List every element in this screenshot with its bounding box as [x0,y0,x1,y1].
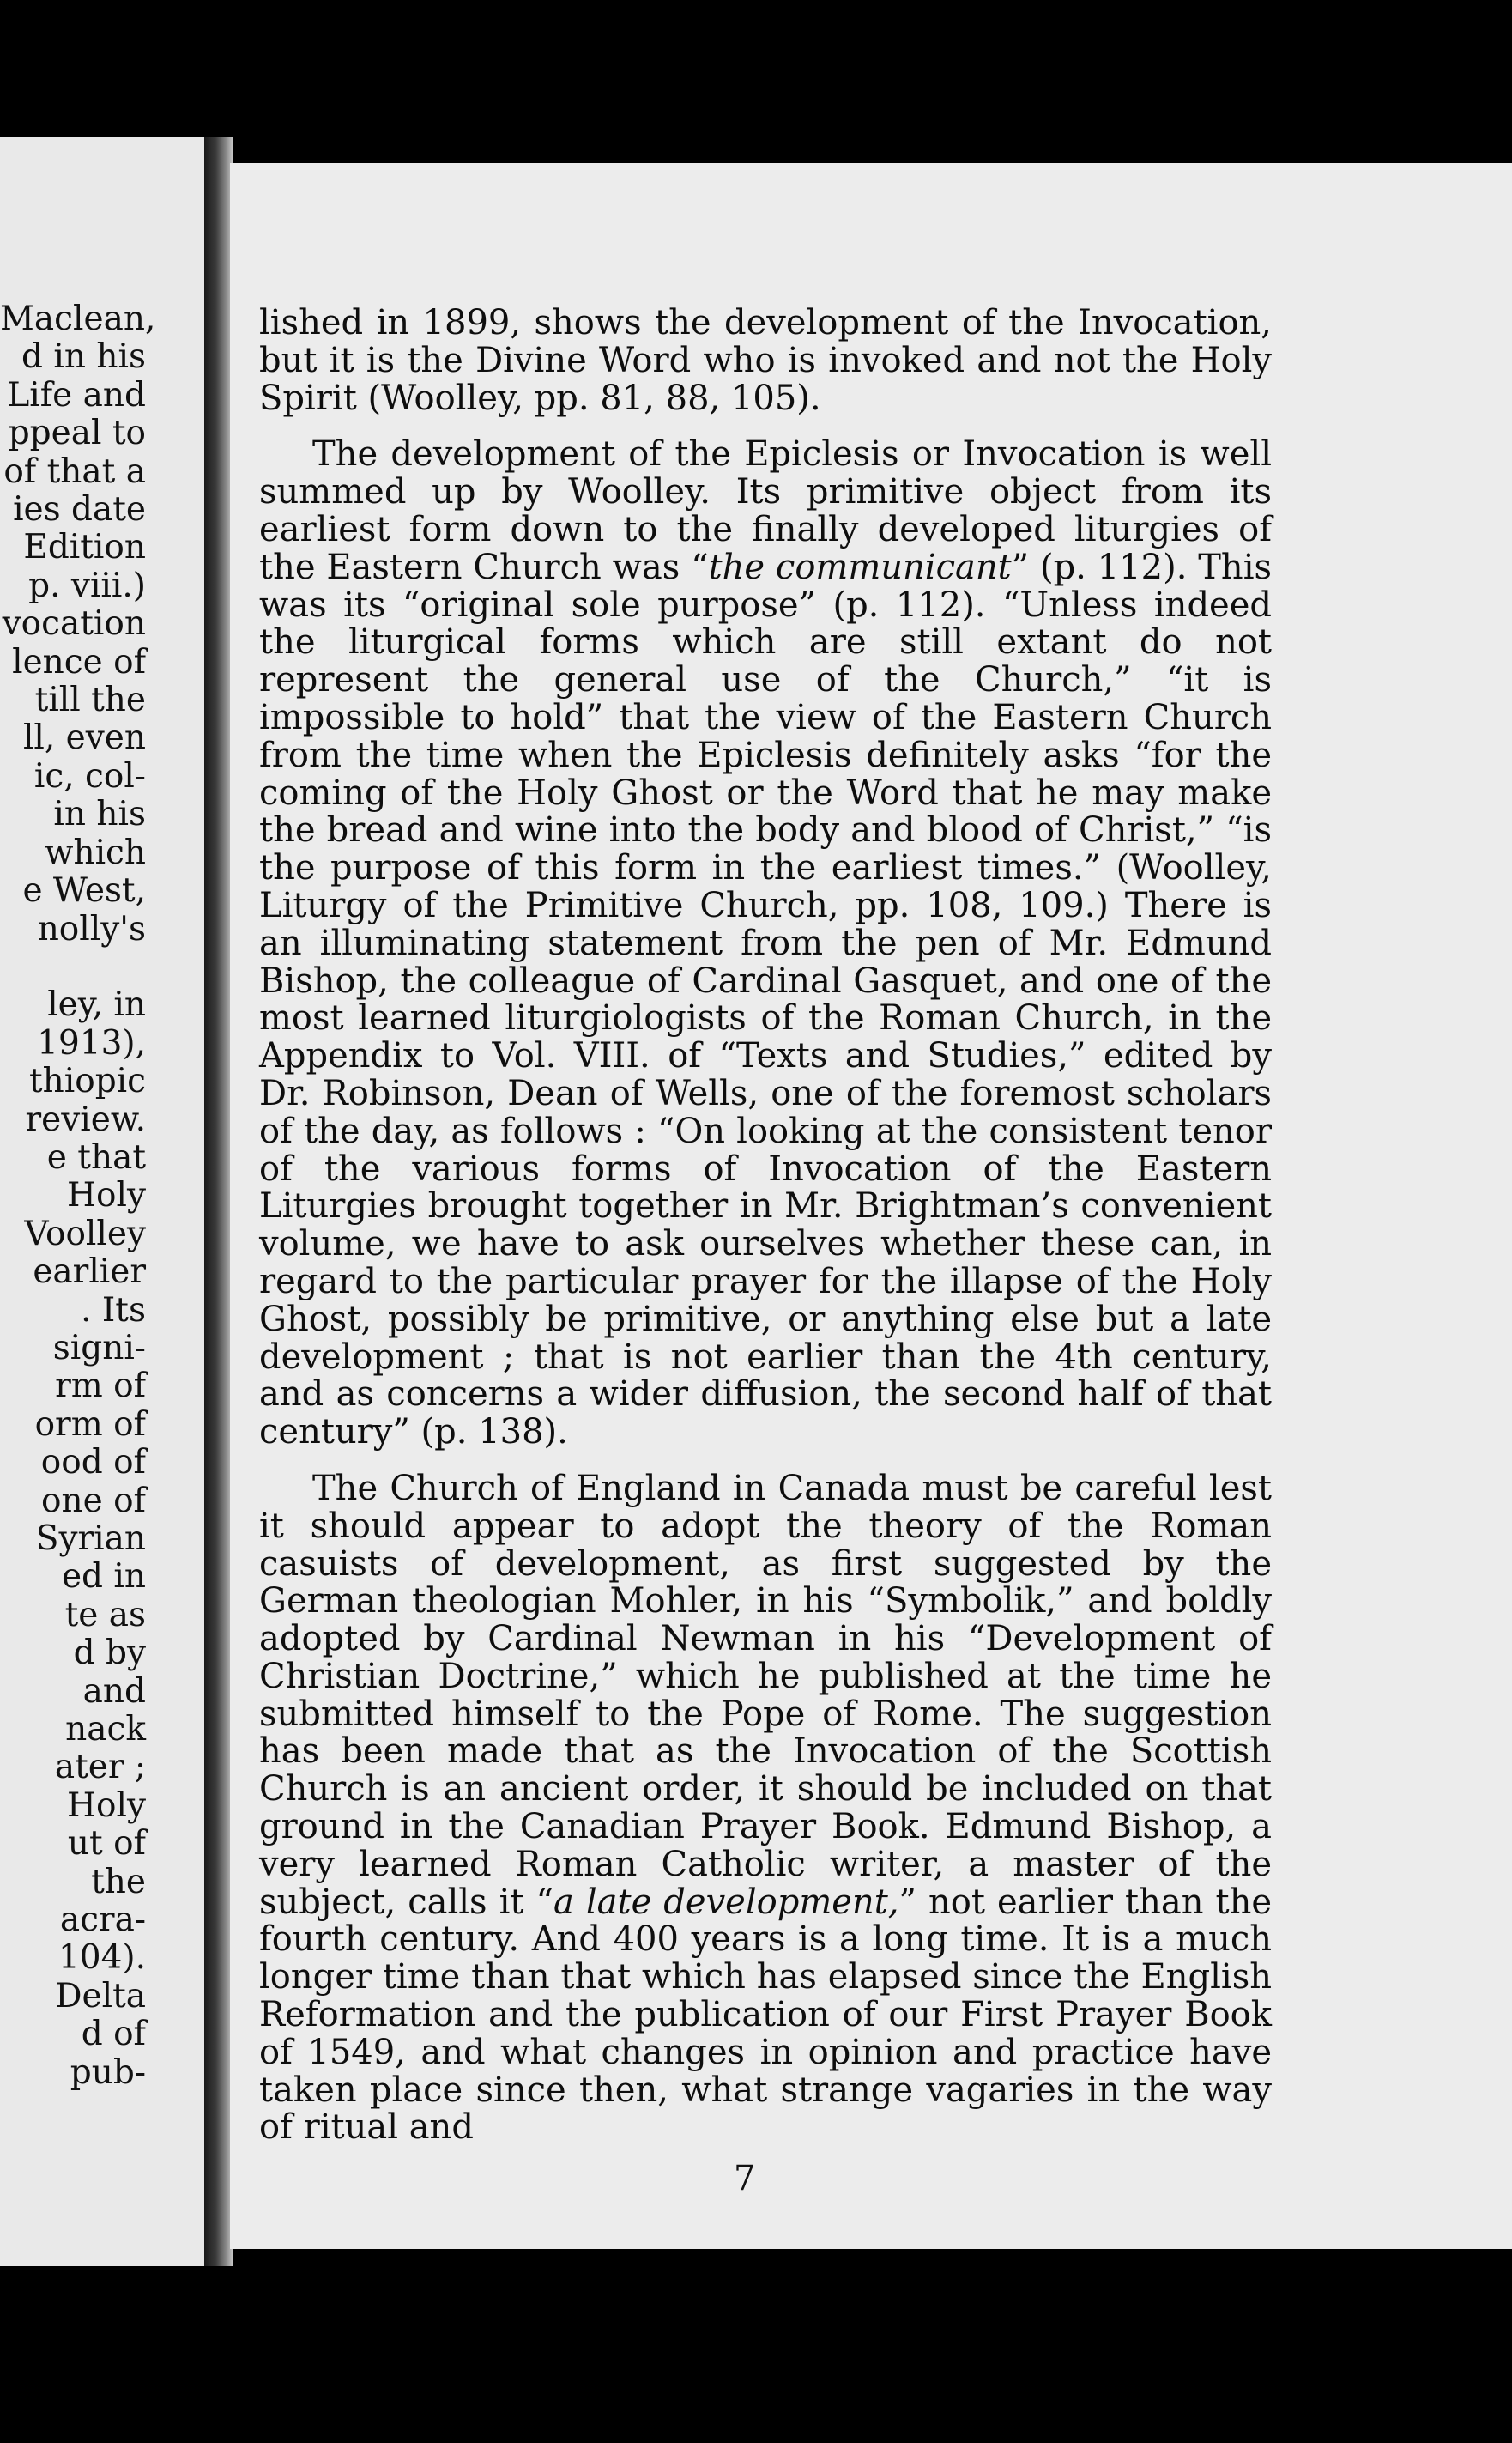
left-page-line: rm of [55,1367,146,1406]
left-page-line: lence of [12,642,146,682]
left-page-line: thiopic [28,1062,146,1101]
left-page-line: ies date [13,490,146,530]
left-page-line: which [45,833,146,872]
paragraph-1 [259,305,1272,417]
left-page-line: signi- [52,1328,146,1367]
left-page-line: Voolley [24,1214,146,1253]
left-page-line: 1913), [37,1023,146,1063]
page-number: 7 [734,2159,756,2198]
left-page-line: ater ; [54,1748,146,1787]
paragraph-2 [259,436,1272,1452]
left-page-line: Holy [67,1176,146,1215]
left-page-line: review. [25,1100,146,1139]
left-page-line: Holy [67,1785,146,1825]
paragraph-text: lished in 1899, shows the development of the Invocation, but it is the Divine Word who is invoked and not the Holy Spirit (Woolley, pp. 81, 88, 105). [259,303,1272,418]
left-page-text [0,300,204,2092]
left-page-line: ic, col- [33,756,146,796]
left-page-line: Maclean, [0,300,156,338]
left-page-line [0,949,146,986]
italic-phrase: the communicant [708,547,1012,587]
left-page-line: Delta [55,1976,146,2016]
left-page-line: d by [73,1634,146,1673]
left-page-line: p. viii.) [28,566,146,605]
left-page-line: e West, [22,871,146,911]
left-page-line: ut of [67,1824,146,1864]
left-page-line: Syrian [35,1519,146,1558]
left-page-line: . Its [81,1290,146,1330]
left-page-line: in his [53,795,146,834]
left-page-line: d of [81,2015,146,2054]
left-page-edge [0,137,204,2266]
left-page-line: Edition [23,528,146,567]
left-page-line: pub- [70,2052,146,2092]
paragraph-text: The development of the Epiclesis or Invocation is well summed up by Woolley. Its primitive object from its earliest form down to the finally developed liturgies of the Eastern Church was “ [259,434,1272,587]
paragraph-text: ” (p. 112). This was its “original sole purpose” (p. 112). “Unless indeed the liturgical forms which are still extant do not represent the general use of the Church,” “it is impossible to hold” that the view of the Eastern Church from the time when the Epiclesis definitely asks “for the coming of the Holy Ghost or the Word that he may make the bread and wine into the body and blood of Christ,” “is the purpose of this form in the earliest times.” (Woolley, Liturgy of the Primitive Church, pp. 108, 109.) There is an illuminating statement from the pen of Mr. Edmund Bishop, the colleague of Cardinal Gasquet, and one of the most learned liturgiologists of the Roman Church, in the Appendix to Vol. VIII. of “Texts and Studies,” edited by Dr. Robinson, Dean of Wells, one of the foremost scholars of the day, as follows : “On looking at the consistent tenor of the various forms of Invocation of the Eastern Liturgies brought together in Mr. Brightman’s convenient volume, we have to ask ourselves whether these can, in regard to the particular prayer for the illapse of the Holy Ghost, possibly be primitive, or anything else but a late development ; that is not earlier than the 4th century, and as concerns a wider diffusion, the second half of that century” (p. 138). [259,547,1273,1452]
left-page-line: one of [41,1481,146,1520]
left-page-line: 104). [57,1938,146,1978]
left-page-line: e that [46,1137,146,1177]
left-page-line: ll, even [22,718,146,758]
left-page-line: ood of [40,1443,146,1482]
left-page-line: te as [64,1595,146,1634]
left-page-line: ley, in [47,985,146,1025]
paragraph-text: ” not earlier than the fourth century. And 400 years is a long time. It is a much longer time than that which has elapsed since the English Reformation and the publication of our First Prayer Book of 1549, and what changes in opinion and practice have taken place since then, what strange vagaries in the way of ritual and [259,1882,1273,2148]
left-page-line: orm of [34,1404,146,1444]
left-page-line: ppeal to [8,414,146,453]
paragraph-text: The Church of England in Canada must be careful lest it should appear to adopt the theory of the Roman casuists of development, as first suggested by the German theologian Mohler, in his “Symbolik,” and boldly adopted by Cardinal Newman in his “Development of Christian Doctrine,” which he published at the time he submitted himself to the Pope of Rome. The suggestion has been made that as the Invocation of the Scottish Church is an ancient order, it should be included on that ground in the Canadian Prayer Book. Edmund Bishop, a very learned Roman Catholic writer, a master of the subject, calls it “ [259,1468,1272,1922]
left-page-line: nolly's [37,909,146,949]
left-page-line: nack [65,1710,146,1749]
italic-phrase: a late development, [553,1882,899,1922]
left-page-line: of that a [3,452,146,491]
left-page-line: acra- [59,1900,146,1940]
left-page-line: and [82,1671,146,1711]
left-page-line: the [91,1862,146,1901]
left-page-line: Life and [7,375,146,415]
left-page-line: vocation [2,604,146,644]
left-page-line: earlier [33,1252,146,1292]
left-page-line: d in his [21,337,146,377]
left-page-line: ed in [61,1557,146,1597]
paragraph-3 [259,1470,1272,2147]
page-body [259,305,1272,2147]
left-page-line: till the [34,681,146,720]
book-gutter [204,137,233,2266]
